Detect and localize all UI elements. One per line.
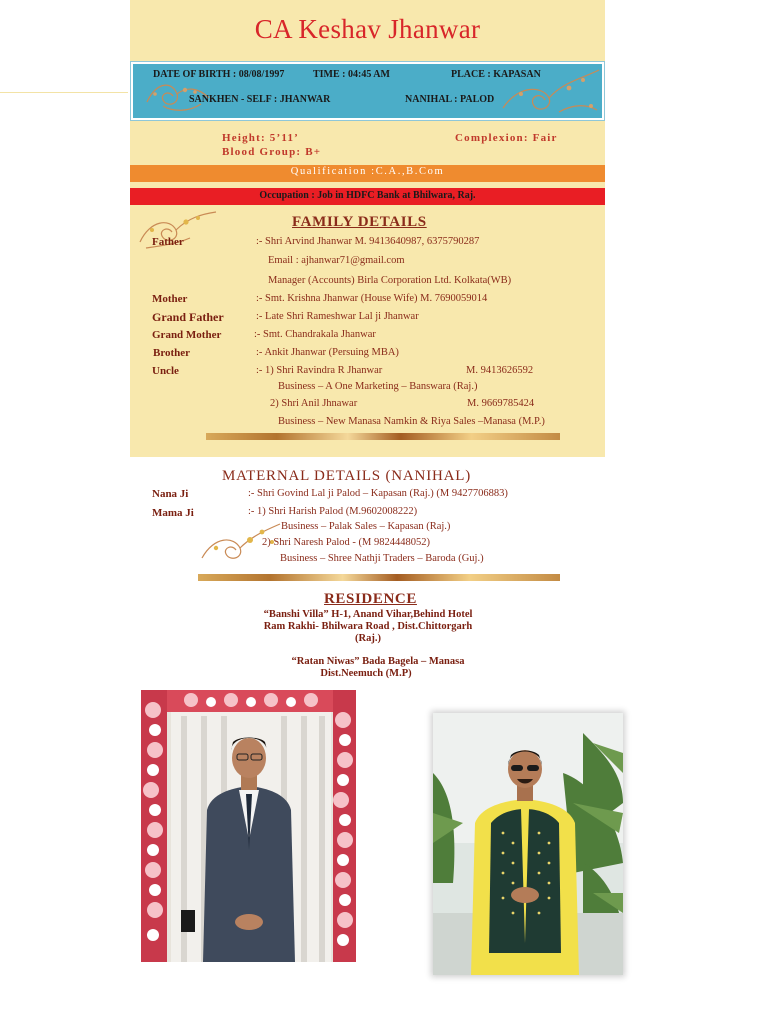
mama1-business: Business – Palak Sales – Kapasan (Raj.) — [281, 521, 451, 532]
height: Height: 5’11’ — [222, 132, 300, 144]
grandmother-details: :- Smt. Chandrakala Jhanwar — [254, 329, 376, 340]
uncle2-mobile: M. 9669785424 — [467, 398, 535, 409]
qualification-band — [130, 165, 605, 182]
blood-group: Blood Group: B+ — [222, 146, 322, 158]
mama-label: Mama Ji — [152, 507, 194, 519]
grandfather-label: Grand Father — [152, 310, 224, 324]
candidate-name: CA Keshav Jhanwar — [254, 14, 481, 44]
uncle1-details: :- 1) Shri Ravindra R Jhanwar — [256, 365, 383, 376]
uncle1-business: Business – A One Marketing – Banswara (Raj.) — [278, 381, 478, 392]
brother-details: :- Ankit Jhanwar (Persuing MBA) — [256, 347, 399, 358]
mama1-details: :- 1) Shri Harish Palod (M.9602008222) — [248, 506, 418, 517]
uncle2-details: 2) Shri Anil Jhnawar — [270, 398, 358, 409]
residence-line-3: (Raj.) — [355, 633, 381, 644]
photo-traditional-portrait — [433, 713, 623, 975]
birth-place: PLACE : KAPASAN — [451, 69, 541, 80]
mother-details: :- Smt. Krishna Jhanwar (House Wife) M. 7690059014 — [256, 293, 488, 304]
nana-details: :- Shri Govind Lal ji Palod – Kapasan (Raj.) (M 9427706883) — [248, 488, 508, 499]
mama2-details: 2) Shri Naresh Palod - (M 9824448052) — [262, 537, 430, 548]
uncle-label: Uncle — [152, 365, 179, 377]
complexion: Complexion: Fair — [455, 132, 558, 144]
residence-line-4: “Ratan Niwas” Bada Bagela – Manasa — [291, 656, 465, 667]
father-label: Father — [152, 236, 184, 248]
brother-label: Brother — [153, 347, 191, 359]
father-job: Manager (Accounts) Birla Corporation Ltd. Kolkata(WB) — [268, 275, 512, 286]
grandmother-label: Grand Mother — [152, 329, 222, 341]
birth-time: TIME : 04:45 AM — [313, 69, 390, 80]
mother-label: Mother — [152, 293, 188, 305]
maternal-details-heading: MATERNAL DETAILS (NANIHAL) — [222, 468, 472, 484]
maternal-divider — [198, 574, 560, 581]
photo-formal-portrait — [141, 690, 356, 962]
residence-line-1: “Banshi Villa” H-1, Anand Vihar,Behind Hotel — [263, 609, 473, 620]
residence-line-5: Dist.Neemuch (M.P) — [320, 668, 412, 679]
mama2-business: Business – Shree Nathji Traders – Baroda (Guj.) — [280, 553, 484, 564]
father-details: :- Shri Arvind Jhanwar M. 9413640987, 6375790287 — [256, 236, 480, 247]
grandfather-details: :- Late Shri Rameshwar Lal ji Jhanwar — [256, 311, 419, 322]
date-of-birth: DATE OF BIRTH : 08/08/1997 — [153, 69, 285, 80]
qualification: Qualification :C.A.,B.Com — [290, 166, 445, 177]
residence-line-2: Ram Rakhi- Bhilwara Road , Dist.Chittorgarh — [263, 621, 473, 632]
uncle1-mobile: M. 9413626592 — [466, 365, 534, 376]
occupation: Occupation : Job in HDFC Bank at Bhilwara, Raj. — [259, 190, 476, 201]
nana-label: Nana Ji — [152, 488, 189, 500]
birth-details-band — [131, 62, 604, 120]
sankhen: SANKHEN - SELF : JHANWAR — [189, 94, 331, 105]
top-left-rule — [0, 92, 128, 93]
family-details-heading: FAMILY DETAILS — [292, 214, 427, 230]
family-divider — [206, 433, 560, 440]
uncle2-business: Business – New Manasa Namkin & Riya Sales –Manasa (M.P.) — [278, 416, 545, 427]
occupation-band — [130, 188, 605, 205]
father-email: Email : ajhanwar71@gmail.com — [268, 255, 405, 266]
nanihal: NANIHAL : PALOD — [405, 94, 495, 105]
residence-heading: RESIDENCE — [324, 591, 417, 607]
